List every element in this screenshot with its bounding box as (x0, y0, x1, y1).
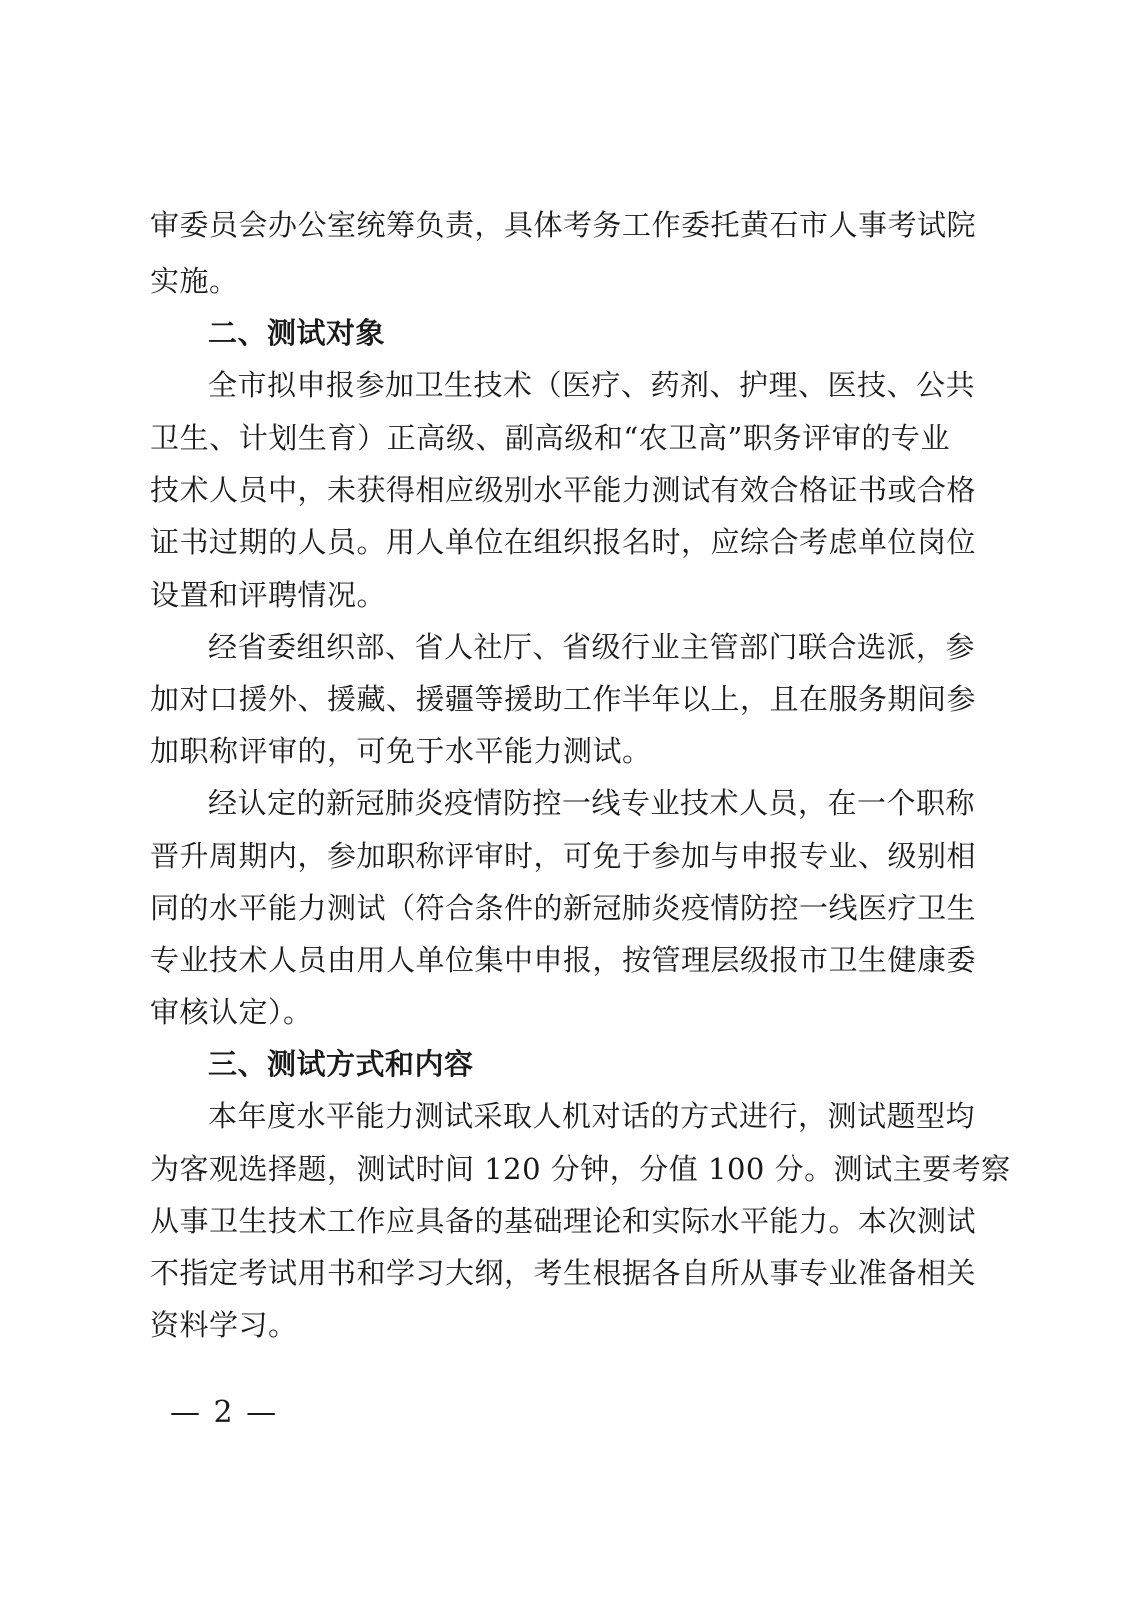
paragraph-line: 从事卫生技术工作应具备的基础理论和实际水平能力。本次测试 (150, 1204, 977, 1238)
paragraph-line: 加职称评审的，可免于水平能力测试。 (150, 734, 652, 768)
paragraph-line: 技术人员中，未获得相应级别水平能力测试有效合格证书或合格 (150, 473, 977, 507)
paragraph-line: 经省委组织部、省人社厅、省级行业主管部门联合选派，参 (208, 630, 976, 664)
page-number: — 2 — (170, 1395, 279, 1430)
paragraph-line: 同的水平能力测试（符合条件的新冠肺炎疫情防控一线医疗卫生 (150, 891, 977, 925)
paragraph-line: 证书过期的人员。用人单位在组织报名时，应综合考虑单位岗位 (150, 525, 977, 559)
paragraph-line: 审核认定）。 (150, 995, 313, 1029)
continuation-line: 实施。 (150, 264, 239, 298)
paragraph-line: 卫生、计划生育）正高级、副高级和“农卫高”职务评审的专业 (150, 421, 950, 455)
paragraph-line: 为客观选择题，测试时间 120 分钟，分值 100 分。测试主要考察 (150, 1152, 1011, 1186)
continuation-line: 审委员会办公室统筹负责，具体考务工作委托黄石市人事考试院 (150, 208, 977, 242)
paragraph-line: 晋升周期内，参加职称评审时，可免于参加与申报专业、级别相 (150, 839, 977, 873)
paragraph-line: 专业技术人员由用人单位集中申报，按管理层级报市卫生健康委 (150, 943, 977, 977)
paragraph-line: 经认定的新冠肺炎疫情防控一线专业技术人员，在一个职称 (208, 786, 976, 820)
paragraph-line: 本年度水平能力测试采取人机对话的方式进行，测试题型均 (208, 1099, 976, 1133)
section-heading-test-subjects: 二、测试对象 (208, 316, 386, 350)
paragraph-line: 设置和评聘情况。 (150, 578, 387, 612)
paragraph-line: 全市拟申报参加卫生技术（医疗、药剂、护理、医技、公共 (208, 368, 976, 402)
paragraph-line: 资料学习。 (150, 1308, 298, 1342)
paragraph-line: 加对口援外、援藏、援疆等援助工作半年以上，且在服务期间参 (150, 682, 977, 716)
section-heading-test-method: 三、测试方式和内容 (208, 1047, 474, 1081)
paragraph-line: 不指定考试用书和学习大纲，考生根据各自所从事专业准备相关 (150, 1256, 977, 1290)
